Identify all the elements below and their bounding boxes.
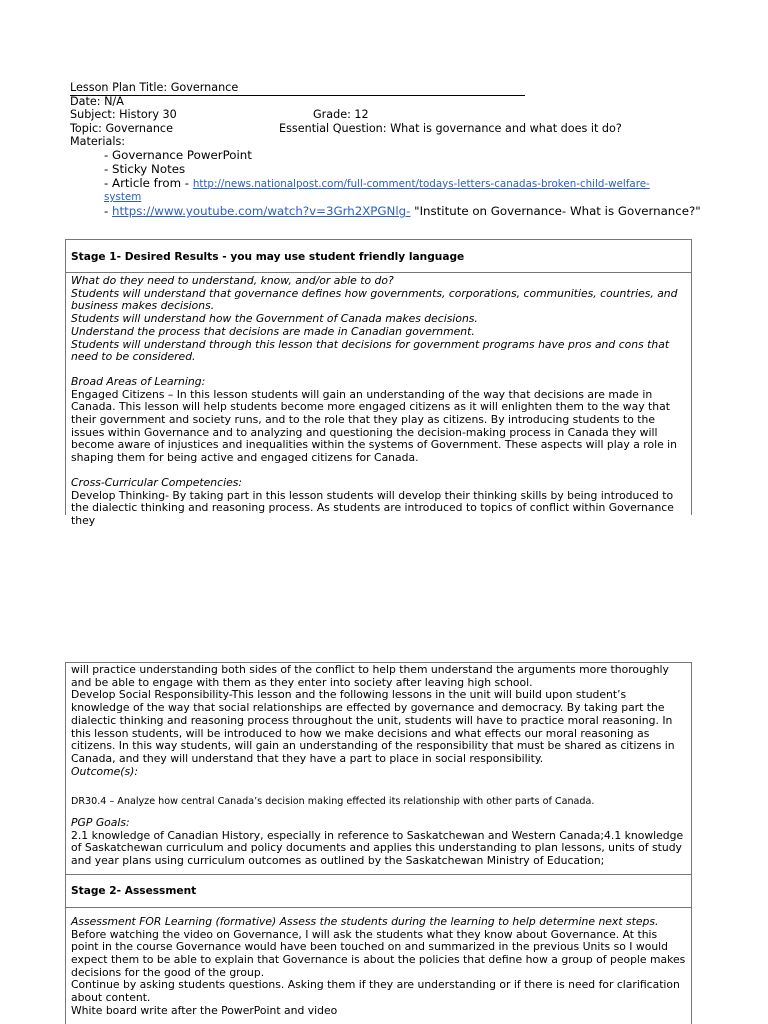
stage2-body: [66, 908, 691, 1018]
stage2-paragraph-1: Before watching the video on Governance, I will ask the students what they know about Governance. At this point in the course Governance would have been touched on and summarized in the previous Units so I would expect them to be able to explain that Governance is about the policies that define how a group of people makes decisions for the good of the group.: [71, 927, 686, 979]
broad-areas-label: Broad Areas of Learning:: [71, 374, 206, 388]
materials-label: Materials:: [70, 135, 126, 149]
stage1-body: [66, 273, 691, 528]
material-video-title: "Institute on Governance- What is Governance?": [410, 204, 701, 219]
stage1-box: [65, 239, 692, 527]
material-video-prefix: -: [104, 204, 113, 219]
pgp-goals-text: 2.1 knowledge of Canadian History, especially in reference to Saskatchewan and Western Canada;4.1 knowledge of Saskatchewan curriculum and policy documents and applies this understanding to plan lessons, units of study and year plans using curriculum outcomes as outlined by the Saskatchewan Ministry of Education;: [71, 828, 684, 868]
stage1-statement-3: Understand the process that decisions are made in Canadian government.: [71, 324, 475, 338]
social-responsibility-text: Develop Social Responsibility-This lesson and the following lessons in the unit will build upon student’s knowledge of the way that social relationships are effected by governance and democracy. By taking part the dialectic thinking and reasoning process throughout the unit, students will have to practice moral reasoning. In this lesson students, will be introduced to how we make decisions and what effects our moral reasoning as citizens. In this way students, will gain an understanding of the responsibility that must be shared as citizens in Canada, and they will understand that they have a part to place in social responsibility.: [71, 688, 675, 765]
topic-line: Topic: Governance: [70, 121, 173, 135]
develop-thinking-cont: will practice understanding both sides of the conflict to help them understand the arguments more thoroughly and be able to engage with them as they enter into society after leaving high school.: [71, 663, 669, 689]
stage1-statement-4: Students will understand through this lesson that decisions for government programs have pros and cons that need to be considered.: [71, 337, 670, 364]
stage1-question: What do they need to understand, know, and/or able to do?: [71, 274, 394, 287]
lesson-header: [70, 81, 710, 219]
assessment-for-learning: Assessment FOR Learning (formative) Assess the students during the learning to help determine next steps.: [71, 914, 659, 928]
material-video: [104, 205, 710, 219]
subject-line: Subject: History 30: [70, 108, 177, 122]
essential-question: Essential Question: What is governance and what does it do?: [279, 121, 622, 135]
materials-list: [70, 149, 710, 219]
article-link-cont[interactable]: system: [104, 191, 142, 204]
cross-curricular-label: Cross-Curricular Competencies:: [71, 475, 242, 489]
stage2-heading: Stage 2- Assessment: [66, 875, 691, 908]
outcomes-label: Outcome(s):: [71, 764, 138, 778]
material-article: [104, 177, 710, 192]
stage1-heading: Stage 1- Desired Results - you may use student friendly language: [66, 240, 691, 273]
material-powerpoint: - Governance PowerPoint: [104, 147, 252, 162]
stage1-statement-2: Students will understand how the Government of Canada makes decisions.: [71, 312, 478, 326]
stage1-continued-box: [65, 662, 692, 1024]
stage1-continued-body: [66, 663, 691, 875]
stage2-paragraph-2: Continue by asking students questions. Asking them if they are understanding or if there is need for clarification about content.: [71, 978, 680, 1005]
article-link[interactable]: http://news.nationalpost.com/full-comment/todays-letters-canadas-broken-child-welfare-: [192, 177, 650, 190]
material-sticky-notes: - Sticky Notes: [104, 161, 186, 176]
stage2-paragraph-3: White board write after the PowerPoint and video: [71, 1003, 338, 1017]
cross-curricular-text: Develop Thinking- By taking part in this lesson students will develop their thinking skills by being introduced to the dialectic thinking and reasoning process. As students are introduced to topics of conflict within Governance they: [71, 488, 674, 527]
youtube-link[interactable]: https://www.youtube.com/watch?v=3Grh2XPGNlg-: [112, 204, 411, 219]
date-line: Date: N/A: [70, 94, 124, 108]
outcome-text: DR30.4 – Analyze how central Canada’s decision making effected its relationship with other parts of Canada.: [71, 796, 595, 808]
lesson-title: Lesson Plan Title: Governance: [70, 81, 525, 96]
pgp-goals-label: PGP Goals:: [71, 816, 130, 830]
broad-areas-text: Engaged Citizens – In this lesson students will gain an understanding of the way that decisions are made in Canada. This lesson will help students become more engaged citizens as it will enlighten them to the way that their government and society runs, and to the role that they play as citizens. By introducing students to the issues within Governance and to analyzing and questioning the decision-making process in Canada they will become aware of injustices and inequalities within the systems of Government. These aspects will play a role in shaping them for being active and engaged citizens for Canada.: [71, 387, 677, 465]
stage1-statement-1: Students will understand that governance defines how governments, corporations, communities, countries, and business makes decisions.: [71, 286, 678, 313]
grade-line: Grade: 12: [313, 108, 369, 122]
material-article-prefix: - Article from -: [104, 175, 193, 190]
